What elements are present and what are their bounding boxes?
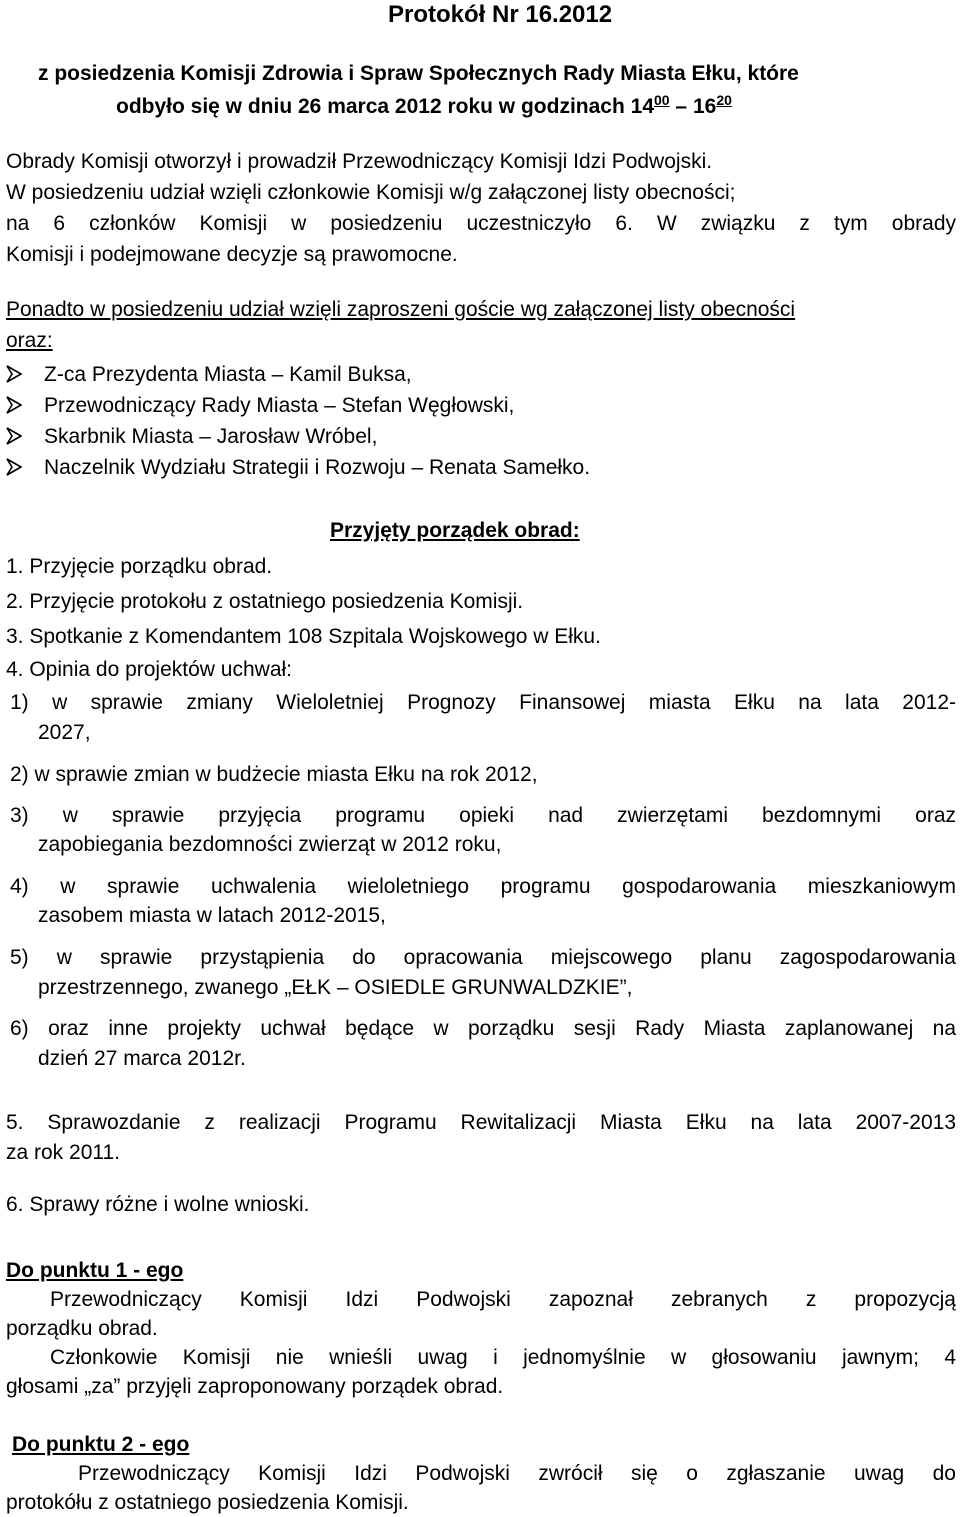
guest-list-item: [6, 457, 590, 478]
agenda-item-5-line-1: 5. Sprawozdanie z realizacji Programu Rewitalizacji Miasta Ełku na lata 2007-2013: [6, 1111, 956, 1134]
point-1-line-2: porządku obrad.: [6, 1317, 158, 1340]
point-1-heading: Do punktu 1 - ego: [6, 1259, 184, 1282]
subtitle-line-2: [116, 92, 732, 118]
point-1-line-4: głosami „za” przyjęli zaproponowany porządek obrad.: [6, 1375, 504, 1398]
guests-intro-line-1: Ponadto w posiedzeniu udział wzięli zaproszeni goście wg załączonej listy obecności: [6, 298, 796, 321]
agenda-item-5-line-2: za rok 2011.: [6, 1141, 121, 1164]
subitem-6-line-1: 6) oraz inne projekty uchwał będące w porządku sesji Rady Miasta zaplanowanej na: [10, 1017, 956, 1040]
start-minutes: 00: [654, 92, 670, 108]
point-2-line-2: protokółu z ostatniego posiedzenia Komisji.: [6, 1491, 409, 1514]
intro-line-3: na 6 członków Komisji w posiedzeniu uczestniczyło 6. W związku z tym obrady: [6, 212, 956, 235]
subitem-3-line-1: 3) w sprawie przyjęcia programu opieki nad zwierzętami bezdomnymi oraz: [10, 804, 956, 827]
subtitle-line-1: z posiedzenia Komisji Zdrowia i Spraw Społecznych Rady Miasta Ełku, które: [38, 62, 799, 85]
guest-name: Naczelnik Wydziału Strategii i Rozwoju – Renata Samełko.: [44, 456, 591, 479]
arrow-bullet-icon: [6, 426, 44, 447]
intro-line-2: [6, 182, 956, 203]
arrow-bullet-icon: [6, 395, 44, 416]
guest-name: Z-ca Prezydenta Miasta – Kamil Buksa,: [44, 363, 412, 386]
subitem-4-line-2: zasobem miasta w latach 2012-2015,: [38, 904, 386, 927]
point-1-line-3: Członkowie Komisji nie wnieśli uwag i jednomyślnie w głosowaniu jawnym; 4: [50, 1346, 956, 1369]
subitem-3-line-2: zapobiegania bezdomności zwierząt w 2012 roku,: [38, 833, 502, 856]
agenda-item-1: 1. Przyjęcie porządku obrad.: [6, 555, 273, 578]
intro-line-1: Obrady Komisji otworzył i prowadził Przewodniczący Komisji Idzi Podwojski.: [6, 150, 713, 173]
subitem-5-line-2: przestrzennego, zwanego „EŁK – OSIEDLE GRUNWALDZKIE”,: [38, 976, 633, 999]
guest-name: Przewodniczący Rady Miasta – Stefan Węgłowski,: [44, 394, 515, 417]
agenda-item-4: 4. Opinia do projektów uchwał:: [6, 658, 292, 681]
point-2-heading: Do punktu 2 - ego: [12, 1433, 190, 1456]
end-minutes: 20: [716, 92, 732, 108]
subitem-1-line-1: 1) w sprawie zmiany Wieloletniej Prognozy Finansowej miasta Ełku na lata 2012-: [10, 691, 956, 714]
subitem-6-line-2: dzień 27 marca 2012r.: [38, 1047, 246, 1070]
agenda-heading: Przyjęty porządek obrad:: [330, 519, 580, 542]
agenda-item-2: 2. Przyjęcie protokołu z ostatniego posiedzenia Komisji.: [6, 590, 524, 613]
arrow-bullet-icon: [6, 457, 44, 478]
intro-line-2-text: W posiedzeniu udział wzięli członkowie Komisji w/g załączonej listy obecności;: [6, 181, 736, 204]
subitem-5-line-1: 5) w sprawie przystąpienia do opracowania miejscowego planu zagospodarowania: [10, 946, 956, 969]
agenda-item-3: 3. Spotkanie z Komendantem 108 Szpitala Wojskowego w Ełku.: [6, 625, 601, 648]
guest-name: Skarbnik Miasta – Jarosław Wróbel,: [44, 425, 378, 448]
point-1-line-1: Przewodniczący Komisji Idzi Podwojski zapoznał zebranych z propozycją: [50, 1288, 956, 1311]
time-dash: –: [669, 95, 693, 118]
subitem-2: 2) w sprawie zmian w budżecie miasta Ełku na rok 2012,: [10, 763, 538, 786]
guests-intro-line-2: oraz:: [6, 329, 53, 352]
subtitle-text: odbyło się w dniu 26 marca 2012 roku w godzinach 14: [116, 95, 655, 118]
guest-list-item: [6, 395, 514, 416]
subitem-1-line-2: 2027,: [38, 721, 91, 744]
point-2-line-1: Przewodniczący Komisji Idzi Podwojski zwrócił się o zgłaszanie uwag do: [78, 1462, 956, 1485]
guest-list-item: [6, 364, 412, 385]
agenda-item-6: 6. Sprawy różne i wolne wnioski.: [6, 1193, 310, 1216]
arrow-bullet-icon: [6, 364, 44, 385]
subitem-4-line-1: 4) w sprawie uchwalenia wieloletniego programu gospodarowania mieszkaniowym: [10, 875, 956, 898]
guest-list-item: [6, 426, 377, 447]
intro-line-4: Komisji i podejmowane decyzje są prawomocne.: [6, 243, 458, 266]
page-title: Protokół Nr 16.2012: [388, 1, 613, 28]
end-hour: 16: [692, 95, 717, 118]
